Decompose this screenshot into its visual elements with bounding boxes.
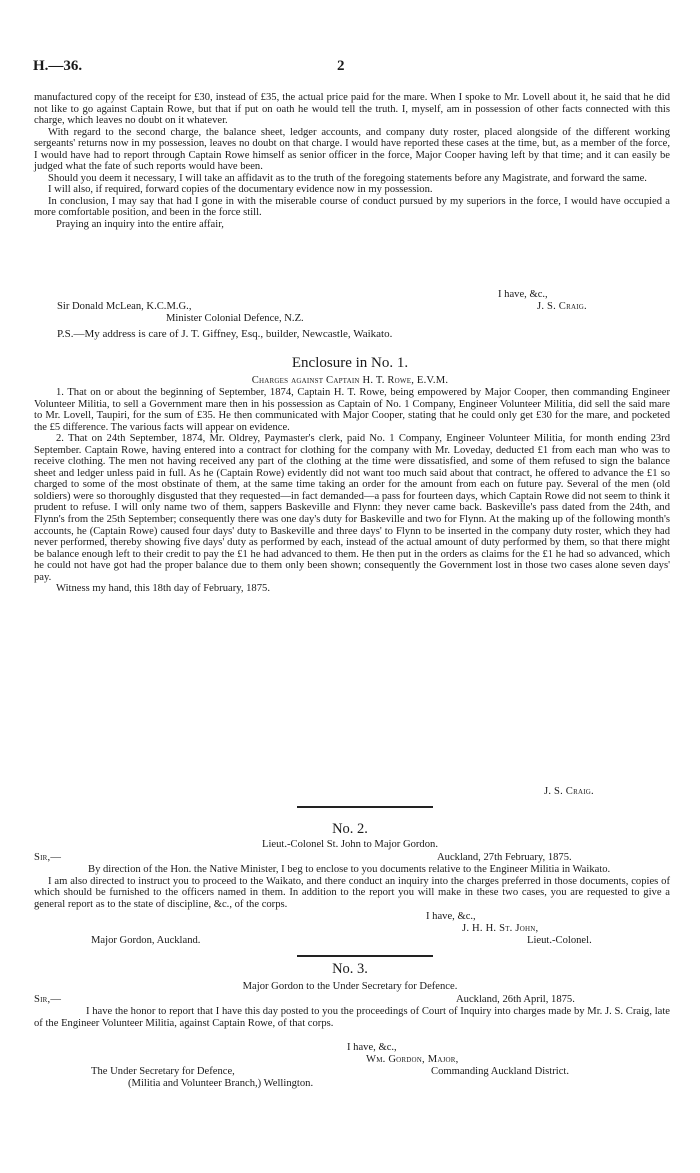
section-divider (297, 955, 433, 957)
paragraph: 1. That on or about the beginning of September, 1874, Captain H. T. Rowe, being empowered by Major Cooper, then commanding Engineer Volunteer Militia, to sell a Government mare then in his possession as Captain of No. 1 Company, Engineer Volunteer Militia, did sell the said mare to Mr. Lovell, Taupiri, for the sum of £35. He then communicated with Major Cooper, stating that he could only get £30 for the mare, and pocketed the £5 difference. The various facts will appear on evidence. (34, 387, 670, 433)
postscript: P.S.—My address is care of J. T. Giffney, Esq., builder, Newcastle, Waikato. (57, 328, 393, 340)
section-heading: No. 2. (332, 821, 368, 837)
document-reference: H.—36. (33, 58, 83, 74)
paragraph: manufactured copy of the receipt for £30, instead of £35, the actual price paid for the mare. When I spoke to Mr. Lovell about it, he said that he did not like to go against Captain Rowe, but that if put on oath he would tell the truth. I, myself, am in possession of other facts connected with this charge, which leaves no doubt on it whatever. (34, 92, 670, 127)
enclosure-body (34, 387, 670, 595)
branch: (Militia and Volunteer Branch,) Wellington. (128, 1078, 314, 1089)
section-subheading: Lieut.-Colonel St. John to Major Gordon. (262, 839, 438, 850)
paragraph: I have the honor to report that I have this day posted to you the proceedings of Court of Inquiry into charges made by Mr. J. S. Craig, late of the Engineer Volunteer Militia, against Captain Rowe, of that corps. (34, 1006, 670, 1029)
place-date: Auckland, 27th February, 1875. (437, 852, 572, 863)
addressee: Major Gordon, Auckland. (91, 935, 201, 946)
salutation: Sir,— (34, 852, 62, 863)
signature: J. S. Craig. (537, 301, 587, 312)
addressee-title: Minister Colonial Defence, N.Z. (166, 313, 304, 324)
paragraph: In conclusion, I may say that had I gone in with the miserable course of conduct pursued by my superiors in the force, I would have occupied a more comfortable position, and been in the force still. (34, 195, 670, 219)
paragraph: With regard to the second charge, the balance sheet, ledger accounts, and company duty roster, placed alongside of the different working sergeants' returns now in my possession, leaves no doubt on that charge. I would have reported these cases at the time, but, as a member of the force, I would have had to report through Captain Rowe himself as senior officer in the force, Major Cooper having left by that time; and it can easily be judged what the fate of such reports would have been. (34, 126, 670, 173)
section-subheading: Major Gordon to the Under Secretary for Defence. (242, 981, 458, 992)
paragraph: 2. That on 24th September, 1874, Mr. Oldrey, Paymaster's clerk, paid No. 1 Company, Engineer Volunteer Militia, for month ending 23rd September. Captain Rowe, having entered into a contract for clothing for the company with Mr. Loveday, deducted £1 from each man who was to receive clothing. The men not having received any part of the clothing at the time were dissatisfied, and some of them refused to sign the balance sheet and ledger unless paid in full. As he (Captain Rowe) evidently did not want too much said about that contract, he offered to advance the £1 so charged to some of the most obstinate of them, at the same time taking an order for the amount from each on future pay. Several of the men (old soldiers) were so thoroughly disgusted that they requested—in fact demanded—a pass for fourteen days, which Captain Rowe did not seem to think it prudent to refuse. I will only name two of them, sappers Baskeville and Flynn: they never came back. Baskeville's pass dated from the 24th, and Flynn's from the 25th September; consequently there was one day's duty for Baskeville and two for Flynn. At the making up of the following month's accounts, he (Captain Rowe) caused four days' duty to Baskeville and three days' to Flynn to be inserted in the company duty roster, which they had never performed, thereby showing five days' duty as performed by each, instead of the actual amount of duty performed by them, so that there might be balance enough left to their credit to pay the £1 he had advanced to them. He then put in the orders as claims for the £1 he had so advanced, which he could not have got had the proper balance due to them only been shown; consequently the Government lost in those two cases alone seven days' pay. (34, 433, 670, 583)
paragraph: I will also, if required, forward copies of the documentary evidence now in my possession. (48, 184, 433, 196)
place-date: Auckland, 26th April, 1875. (456, 994, 575, 1005)
paragraph: Witness my hand, this 18th day of February, 1875. (56, 583, 270, 595)
addressee: The Under Secretary for Defence, (91, 1066, 235, 1077)
paragraph: Should you deem it necessary, I will take an affidavit as to the truth of the foregoing statements before any Magistrate, and forward the same. (48, 172, 647, 184)
section-divider (297, 806, 433, 808)
section-body (34, 1006, 670, 1029)
closing: I have, &c., (426, 911, 476, 922)
paragraph: By direction of the Hon. the Native Minister, I beg to enclose to you documents relative to the Engineer Militia in Waikato. (88, 864, 611, 875)
signature: Wm. Gordon, Major, (366, 1054, 459, 1065)
paragraph: Praying an inquiry into the entire affair, (56, 219, 224, 231)
rank: Lieut.-Colonel. (527, 935, 592, 946)
enclosure-heading: Enclosure in No. 1. (291, 355, 409, 371)
addressee: Sir Donald McLean, K.C.M.G., (57, 301, 192, 312)
closing: I have, &c., (498, 289, 548, 300)
command: Commanding Auckland District. (431, 1066, 569, 1077)
section-body (34, 864, 670, 910)
section-heading: No. 3. (332, 961, 368, 977)
signature: J. H. H. St. John, (462, 923, 539, 934)
letter-body (34, 92, 670, 231)
page-number: 2 (337, 58, 345, 74)
salutation: Sir,— (34, 994, 62, 1005)
paragraph: I am also directed to instruct you to proceed to the Waikato, and there conduct an inquiry into the charges preferred in those documents, copies of which should be furnished to the officers named in them. In addition to the report you will make in these two cases, you are requested to give a general report as to the state of discipline, &c., of the corps. (34, 875, 670, 910)
closing: I have, &c., (347, 1042, 397, 1053)
enclosure-subheading: Charges against Captain H. T. Rowe, E.V.M. (251, 375, 449, 386)
signature: J. S. Craig. (544, 786, 594, 797)
